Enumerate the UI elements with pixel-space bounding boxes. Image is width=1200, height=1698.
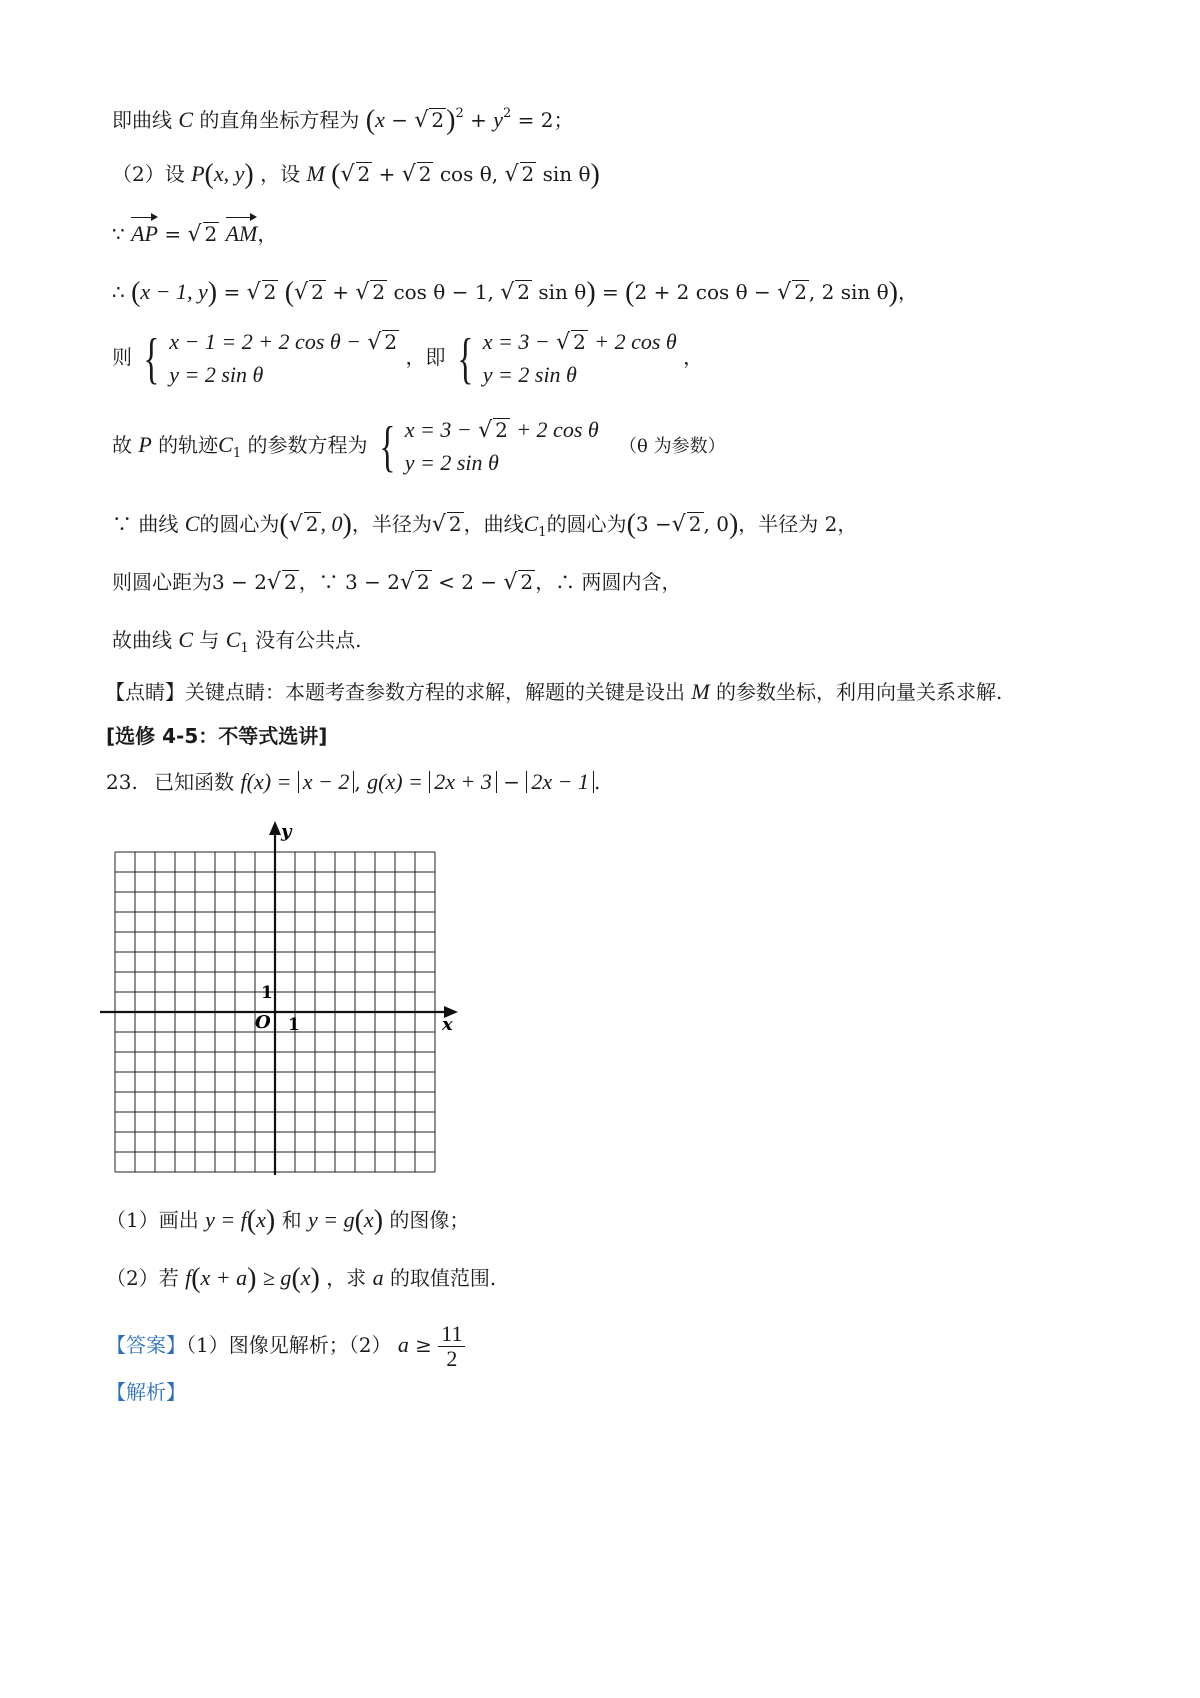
var-a: a [397, 1332, 409, 1357]
text: ，即 [405, 345, 446, 369]
text: < 2 − [438, 570, 498, 594]
text: 2 + 2 cos θ − [634, 280, 771, 304]
key-point-tag: 【点睛】 [105, 680, 185, 704]
subscript: 1 [240, 641, 249, 656]
sqrt-arg: 2 [688, 512, 702, 536]
text: ，曲线 [463, 512, 524, 536]
sqrt-arg: 2 [305, 512, 319, 536]
sqrt-sign: √ [355, 280, 370, 305]
text: 故曲线 [112, 628, 172, 652]
sqrt-arg: 2 [263, 280, 277, 304]
paren: ( [365, 105, 376, 136]
equation-line-4 [112, 278, 918, 307]
paren: ) [446, 105, 456, 136]
text: ≥ g [262, 1265, 292, 1290]
system-row [483, 326, 677, 359]
text: 则 [112, 345, 132, 369]
system-row [169, 326, 399, 359]
y-tick-label: 1 [261, 983, 273, 1003]
exponent: 2 [502, 106, 512, 121]
text: （θ 为参数） [619, 436, 726, 457]
sqrt-sign: √ [246, 280, 261, 305]
equation-line-3 [112, 220, 277, 249]
var-C: C [178, 107, 194, 132]
text: 没有公共点. [255, 628, 362, 652]
op: = [223, 280, 241, 304]
y-axis-arrow [269, 821, 281, 835]
var-f: f [185, 1265, 192, 1290]
text: 的图像； [389, 1208, 470, 1232]
sqrt-arg: 2 [495, 418, 508, 442]
text: , 2 sin θ [808, 280, 889, 304]
var-x: x [363, 1207, 374, 1232]
text: （1）画出 [106, 1208, 199, 1232]
var-C1: C [218, 432, 233, 457]
sqrt-sign: √ [294, 280, 309, 305]
sqrt-arg: 2 [517, 280, 531, 304]
system-row: y = 2 sin θ [482, 362, 577, 387]
vector-AM: AM [225, 221, 258, 246]
equation-system-1 [138, 326, 399, 391]
equation-line-6 [112, 414, 726, 479]
sqrt-sign: √ [187, 222, 202, 247]
paren: ( [626, 509, 636, 540]
text: (x) = [246, 769, 292, 794]
text: 关键点睛：本题考查参数方程的求解，解题的关键是设出 [185, 680, 685, 704]
text: x = 3 − [482, 329, 550, 354]
sqrt-sign: √ [556, 330, 571, 355]
text: 故 [112, 433, 132, 457]
x-tick-label: 1 [288, 1015, 300, 1035]
section-title: [选修 4-5：不等式选讲] [106, 724, 328, 748]
sqrt-sign: √ [288, 512, 303, 537]
text: . [593, 770, 601, 794]
var-a: a [372, 1265, 384, 1290]
text: （2）若 [106, 1266, 179, 1290]
equation-line-8 [112, 568, 682, 597]
sqrt-sign: √ [478, 418, 493, 443]
paren: ( [625, 277, 635, 308]
therefore-symbol: ∴ [112, 280, 125, 304]
text: ，∵ [298, 570, 339, 594]
text: + 2 cos θ [516, 417, 599, 442]
sqrt-sign: √ [414, 108, 429, 133]
text: ； [553, 108, 574, 132]
sqrt-sign: √ [777, 280, 792, 305]
text: x = 3 − [404, 417, 472, 442]
sqrt-sign: √ [266, 570, 281, 595]
var-C1: C [225, 627, 241, 652]
numerator: 11 [438, 1322, 465, 1347]
text: ，求 [326, 1266, 367, 1290]
sqrt-sign: √ [340, 162, 355, 187]
because-symbol: ∵ [112, 222, 125, 246]
sqrt-arg: 2 [417, 570, 430, 594]
op: − [391, 108, 408, 132]
paren: ) [207, 277, 218, 308]
paren: ( [191, 1263, 201, 1294]
text: 的参数坐标，利用向量关系求解. [716, 680, 1003, 704]
sqrt-arg: 2 [448, 512, 462, 536]
x-axis-label: x [442, 1014, 453, 1035]
sqrt-arg: 2 [521, 162, 535, 186]
paren: ) [265, 1205, 276, 1236]
paren: ) [247, 1263, 257, 1294]
text: 的轨迹 [158, 433, 219, 457]
sqrt-arg: 2 [418, 162, 432, 186]
text: 3 − [635, 512, 672, 536]
var-C: C [178, 627, 194, 652]
sqrt-arg: 2 [357, 162, 371, 186]
var-C1: C [523, 511, 539, 536]
var-x: x [300, 1265, 311, 1290]
analysis-tag: 【解析】 [106, 1380, 186, 1404]
var-M: M [306, 161, 325, 186]
paren: ) [244, 159, 254, 190]
text: ，半径为 2， [738, 512, 858, 536]
text: cos θ, [439, 162, 499, 186]
text: cos θ − 1, [393, 280, 494, 304]
system-row: y = 2 sin θ [169, 362, 264, 387]
system-row [405, 414, 599, 447]
x-axis [100, 1006, 458, 1018]
op: + [332, 280, 349, 304]
paren: ( [246, 1205, 257, 1236]
paren: ( [291, 1263, 301, 1294]
question-number: 23. [106, 770, 138, 794]
fraction [438, 1322, 465, 1371]
text: ， [257, 222, 278, 246]
exponent: 2 [455, 106, 464, 121]
text: ， [683, 345, 704, 369]
sqrt-arg: 2 [311, 280, 324, 304]
var-M: M [691, 679, 710, 704]
text: 已知函数 [154, 770, 235, 794]
denominator: 2 [446, 1346, 458, 1371]
system-row: y = 2 sin θ [404, 450, 499, 475]
text: sin θ [538, 280, 587, 304]
text: x − 1, y [140, 279, 208, 304]
op: + [470, 108, 487, 132]
sqrt-sign: √ [500, 280, 515, 305]
brace: { [143, 327, 160, 390]
paren: ( [204, 159, 214, 190]
sqrt-sign: √ [367, 330, 382, 355]
text: y = f [205, 1207, 247, 1232]
paren: ) [586, 277, 596, 308]
text: （1）图像见解析；（2） [186, 1333, 392, 1357]
sqrt-arg: 2 [520, 570, 534, 594]
var-f: f [240, 769, 247, 794]
var-g: g [367, 769, 379, 794]
op: ≥ [415, 1333, 432, 1357]
abs-expr: 2x + 3 [429, 771, 497, 793]
text: 的圆心为 [546, 512, 627, 536]
paren: ( [284, 277, 295, 308]
text: 3 − 2 [345, 570, 400, 594]
question-23 [106, 768, 600, 796]
sqrt-arg: 2 [384, 330, 398, 354]
text: 3 − 2 [212, 570, 267, 594]
equation-system-3 [374, 414, 599, 479]
text: y = g [307, 1207, 355, 1232]
text: 的圆心为 [199, 512, 280, 536]
origin-label: O [255, 1012, 271, 1033]
var-C: C [184, 511, 200, 536]
equation-line-7 [112, 510, 857, 547]
answer [106, 1322, 465, 1371]
paren: ) [590, 159, 600, 190]
text: 即曲线 [112, 108, 172, 132]
text: , 0 [320, 511, 343, 536]
var-x: x [256, 1207, 266, 1232]
var-P: P [191, 161, 205, 186]
equation-line-5 [112, 326, 703, 391]
sqrt-arg: 2 [372, 280, 386, 304]
sqrt-arg: 2 [794, 280, 807, 304]
equation-line-1 [112, 100, 573, 135]
op: − [503, 770, 520, 794]
text: 则圆心距为 [112, 570, 212, 594]
sqrt-sign: √ [401, 162, 416, 187]
text: , 0 [703, 512, 729, 536]
coordinate-grid [100, 815, 480, 1195]
text: 和 [281, 1208, 302, 1232]
text: x + a [200, 1265, 248, 1290]
abs-expr: x − 2 [298, 771, 355, 793]
sqrt-sign: √ [671, 512, 686, 537]
key-point-note [105, 678, 1002, 706]
op: = [602, 280, 619, 304]
paren: ) [888, 277, 898, 308]
text: (x) = [378, 769, 423, 794]
sqrt-sign: √ [431, 512, 446, 537]
var-x: x [375, 107, 385, 132]
sqrt-arg: 2 [573, 330, 586, 354]
brace: { [379, 415, 396, 478]
sqrt-arg: 2 [283, 570, 297, 594]
paren: ) [310, 1263, 320, 1294]
text: , [354, 770, 361, 794]
text: + 2 cos θ [594, 329, 677, 354]
sqrt-sign: √ [399, 570, 414, 595]
sqrt-sign: √ [503, 570, 518, 595]
paren: ( [131, 277, 141, 308]
text: 与 [199, 628, 220, 652]
text: 的参数方程为 [247, 433, 368, 457]
equation-line-9 [112, 626, 361, 663]
abs-expr: 2x − 1 [526, 771, 594, 793]
paren: ) [342, 509, 352, 540]
text: x − 1 = 2 + 2 cos θ − [169, 329, 362, 354]
sqrt-arg: 2 [204, 222, 218, 246]
text: （2）设 [112, 162, 185, 186]
text: sin θ [542, 162, 591, 186]
paren: ) [728, 509, 739, 540]
text: = 2 [517, 108, 554, 132]
text: ∵ 曲线 [112, 512, 179, 536]
part-2 [106, 1264, 496, 1293]
sqrt-sign: √ [504, 162, 519, 187]
y-axis-label: y [281, 821, 292, 842]
paren: ( [354, 1205, 364, 1236]
args: x, y [213, 161, 245, 186]
text: ，∴ 两圆内含， [535, 570, 682, 594]
text: ， [898, 280, 918, 304]
subscript: 1 [538, 525, 547, 540]
sqrt-arg: 2 [431, 108, 445, 132]
text: ，设 [260, 162, 301, 186]
text: 的直角坐标方程为 [199, 108, 360, 132]
paren: ( [279, 509, 289, 540]
answer-tag: 【答案】 [106, 1333, 186, 1357]
paren: ) [373, 1205, 384, 1236]
var-y: y [493, 107, 503, 132]
vector-AP: AP [131, 221, 158, 246]
brace: { [457, 327, 474, 390]
equation-line-2 [112, 160, 600, 189]
part-1 [106, 1206, 469, 1235]
subscript: 1 [232, 446, 242, 461]
op: + [378, 162, 396, 186]
op: = [164, 222, 182, 246]
text: 的取值范围. [389, 1266, 497, 1290]
equation-system-2 [452, 326, 677, 391]
var-P: P [138, 432, 152, 457]
text: ，半径为 [351, 512, 432, 536]
paren: ( [331, 159, 341, 190]
